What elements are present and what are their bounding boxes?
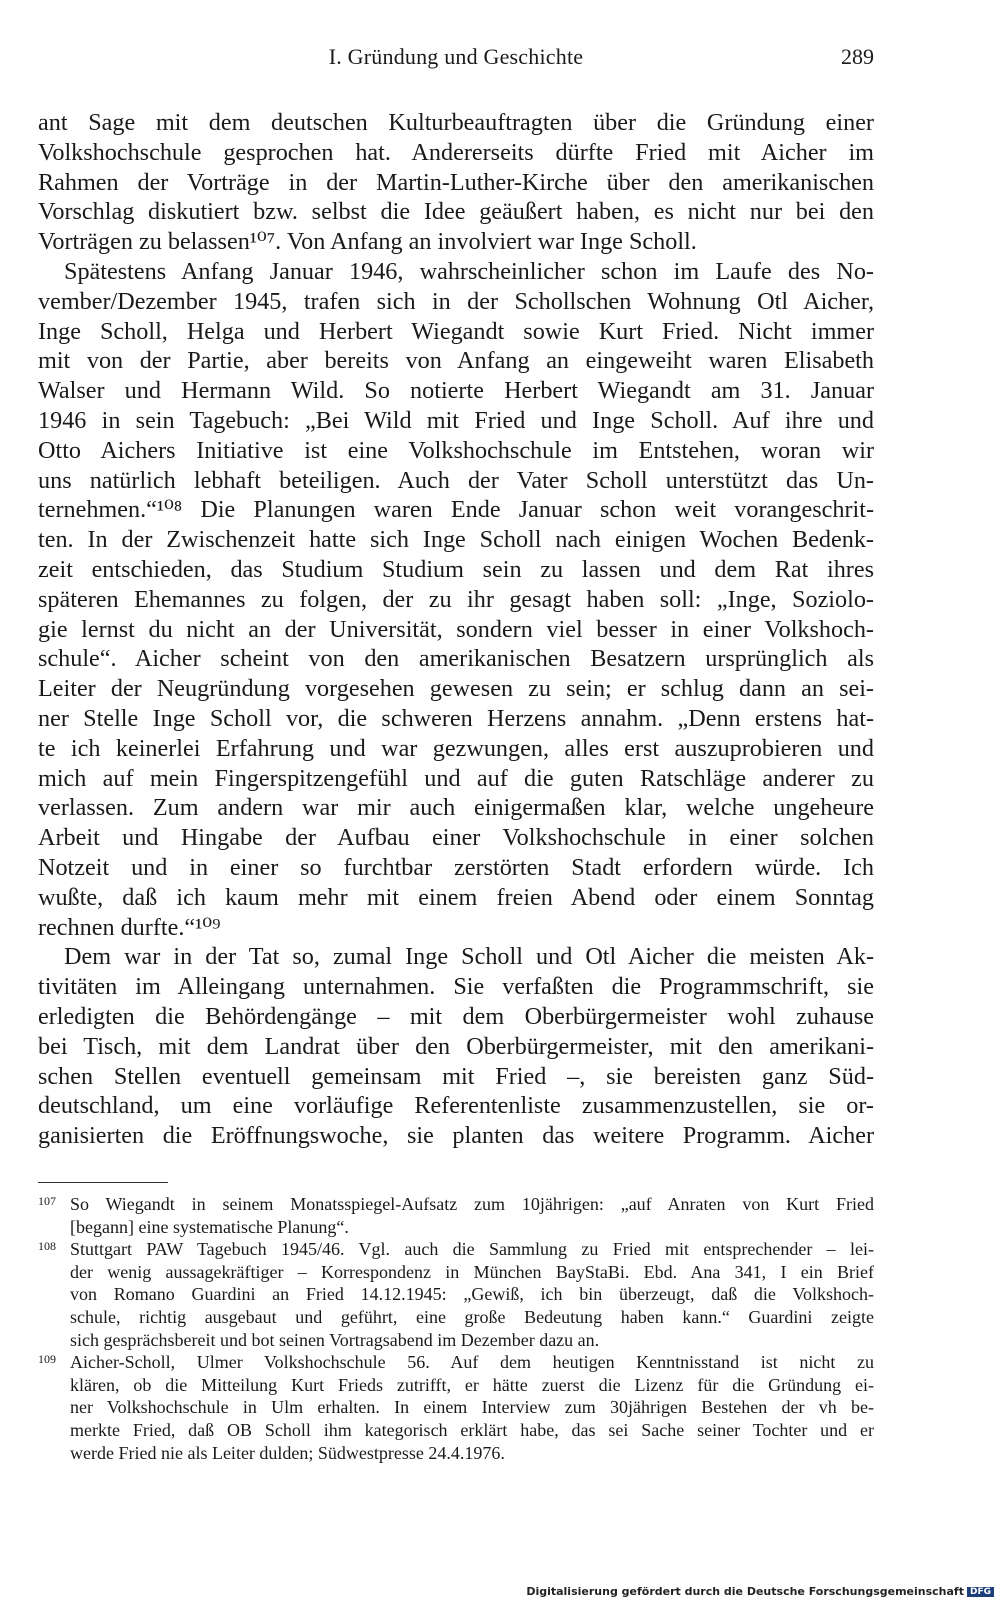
credit-text: Digitalisierung gefördert durch die Deutsche Forschungsgemeinschaft (526, 1585, 964, 1598)
footnote-line: werde Fried nie als Leiter dulden; Südwestpresse 24.4.1976. (70, 1442, 505, 1463)
body-line: 1946 in sein Tagebuch: „Bei Wild mit Fried und Inge Scholl. Auf ihre und (38, 406, 874, 434)
footnote-text: Stuttgart PAW Tagebuch 1945/46. Vgl. auch die Sammlung zu Fried mit entsprechender – lei- (70, 1239, 874, 1260)
footnote-text: So Wiegandt in seinem Monatsspiegel-Aufsatz zum 10jährigen: „auf Anraten von Kurt Fried (70, 1194, 874, 1214)
body-line: gie lernst du nicht an der Universität, sondern viel besser in einer Volkshoch- (38, 615, 874, 643)
footnote-rule (38, 1182, 168, 1183)
footnote-line: [begann] eine systematische Planung“. (70, 1216, 349, 1237)
footnote-line: schule, richtig ausgebaut und geführt, eine große Bedeutung haben kann.“ Guardini zeigte (70, 1306, 874, 1327)
footnote-text: Aicher-Scholl, Ulmer Volkshochschule 56. Auf dem heutigen Kenntnisstand ist nicht zu (70, 1352, 874, 1373)
body-line: Leiter der Neugründung vorgesehen gewesen zu sein; er schlug dann an sei- (38, 675, 874, 703)
body-line: Dem war in der Tat so, zumal Inge Scholl und Otl Aicher die meisten Ak- (64, 943, 874, 971)
body-line: Vorträgen zu belassen¹⁰⁷. Von Anfang an involviert war Inge Scholl. (38, 228, 697, 256)
footnotes (38, 1182, 874, 1464)
footnote-number: 109 (38, 1352, 56, 1367)
body-line: zeit entschieden, das Studium Studium sein zu lassen und dem Rat ihres (38, 555, 874, 583)
body-line: ternehmen.“¹⁰⁸ Die Planungen waren Ende Januar schon weit vorangeschrit- (38, 496, 874, 524)
body-line: Otto Aichers Initiative ist eine Volkshochschule im Entstehen, woran wir (38, 436, 874, 464)
body-line: tivitäten im Alleingang unternahmen. Sie verfaßten die Programmschrift, sie (38, 973, 874, 1001)
body-line: deutschland, um eine vorläufige Referentenliste zusammenzustellen, sie or- (38, 1092, 874, 1120)
body-line: mich auf mein Fingerspitzengefühl und auf die guten Ratschläge anderer zu (38, 764, 874, 792)
page-header (38, 44, 874, 74)
footnote-108 (38, 1238, 874, 1351)
body-line: rechnen durfte.“¹⁰⁹ (38, 913, 221, 941)
body-line: späteren Ehemannes zu folgen, der zu ihr gesagt haben soll: „Inge, Soziolo- (38, 585, 874, 613)
body-line: vember/Dezember 1945, trafen sich in der Schollschen Wohnung Otl Aicher, (38, 287, 874, 315)
body-line: mit von der Partie, aber bereits von Anfang an eingeweiht waren Elisabeth (38, 347, 874, 375)
body-line: ten. In der Zwischenzeit hatte sich Inge Scholl nach einigen Wochen Bedenk- (38, 526, 874, 554)
body-line: Notzeit und in einer so furchtbar zerstörten Stadt erfordern würde. Ich (38, 853, 874, 881)
body-line: Vorschlag diskutiert bzw. selbst die Idee geäußert haben, es nicht nur bei den (38, 198, 874, 226)
body-line: ant Sage mit dem deutschen Kulturbeauftragten über die Gründung einer (38, 109, 874, 136)
footnote-line: der wenig aussagekräftiger – Korrespondenz in München BayStaBi. Ebd. Ana 341, I ein Brief (70, 1261, 874, 1282)
dfg-logo: DFG (967, 1587, 994, 1597)
body-line: verlassen. Zum andern war mir auch einigermaßen klar, welche ungeheure (38, 794, 874, 822)
body-line: Volkshochschule gesprochen hat. Andererseits dürfte Fried mit Aicher im (38, 138, 874, 166)
body-text (38, 108, 874, 1151)
body-line: Arbeit und Hingabe der Aufbau einer Volkshochschule in einer solchen (38, 824, 874, 852)
body-line: ner Stelle Inge Scholl vor, die schweren Herzens annahm. „Denn erstens hat- (38, 704, 874, 732)
digitization-credit (526, 1585, 994, 1598)
footnote-109 (38, 1351, 874, 1464)
footnote-line: von Romano Guardini an Fried 14.12.1945: „Gewiß, ich bin überzeugt, daß die Volkshoch- (70, 1284, 874, 1305)
body-line: Inge Scholl, Helga und Herbert Wiegandt sowie Kurt Fried. Nicht immer (38, 317, 874, 345)
body-line: Spätestens Anfang Januar 1946, wahrscheinlicher schon im Laufe des No- (64, 257, 874, 285)
body-line: ganisierten die Eröffnungswoche, sie planten das weitere Programm. Aicher (38, 1122, 874, 1150)
running-title: I. Gründung und Geschichte (328, 44, 584, 69)
footnote-line: merkte Fried, daß OB Scholl ihm kategorisch erklärt habe, das sei Sache seiner Tochter und er (70, 1419, 874, 1440)
body-line: erledigten die Behördengänge – mit dem Oberbürgermeister wohl zuhause (38, 1002, 874, 1030)
page-number: 289 (841, 44, 874, 69)
body-line: uns natürlich lebhaft beteiligen. Auch der Vater Scholl unterstützt das Un- (38, 466, 874, 494)
body-line: wußte, daß ich kaum mehr mit einem freien Abend oder einem Sonntag (38, 883, 874, 911)
body-line: bei Tisch, mit dem Landrat über den Oberbürgermeister, mit den amerikani- (38, 1032, 874, 1060)
body-line: te ich keinerlei Erfahrung und war gezwungen, alles erst auszuprobieren und (38, 734, 874, 762)
body-line: Rahmen der Vorträge in der Martin-Luther-Kirche über den amerikanischen (38, 168, 874, 196)
footnote-line: ner Volkshochschule in Ulm erhalten. In einem Interview zum 30jährigen Bestehen der vh be- (70, 1397, 874, 1418)
body-line: schen Stellen eventuell gemeinsam mit Fried –, sie bereisten ganz Süd- (38, 1062, 874, 1090)
footnote-line: klären, ob die Mitteilung Kurt Frieds zutrifft, er hätte zuerst die Lizenz für die Gründung ei- (70, 1374, 874, 1395)
footnote-line: sich gesprächsbereit und bot seinen Vortragsabend im Dezember dazu an. (70, 1329, 600, 1350)
footnote-number: 108 (38, 1239, 56, 1254)
footnote-line (38, 1238, 874, 1261)
footnote-number: 107 (38, 1194, 56, 1208)
footnote-107 (38, 1193, 874, 1238)
body-line: Walser und Hermann Wild. So notierte Herbert Wiegandt am 31. Januar (38, 377, 874, 405)
footnote-line (38, 1351, 874, 1374)
body-line: schule“. Aicher scheint von den amerikanischen Besatzern ursprünglich als (38, 645, 874, 673)
footnote-line (38, 1193, 874, 1216)
